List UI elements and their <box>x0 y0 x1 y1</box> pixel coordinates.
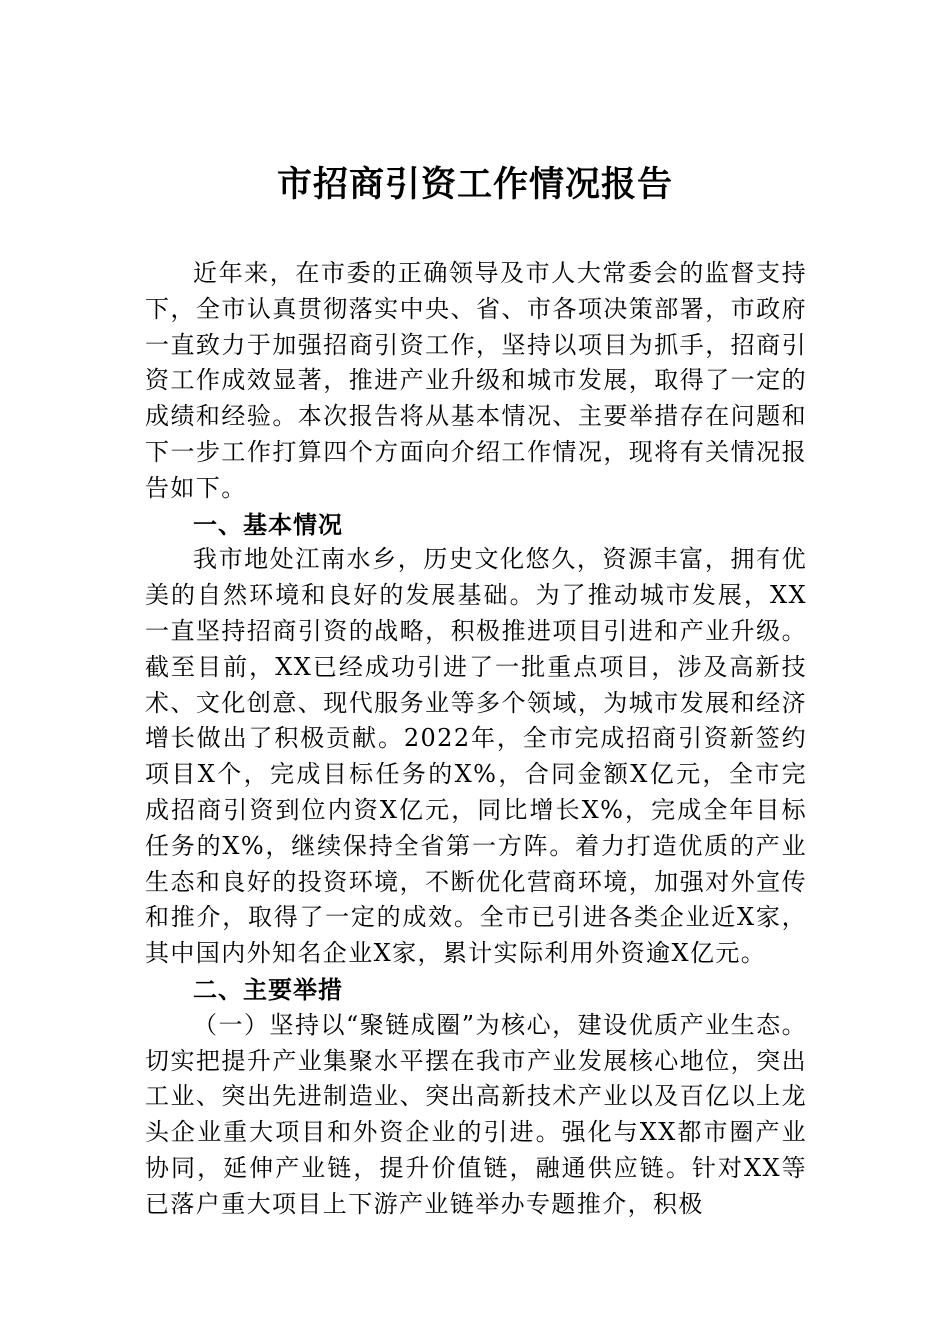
intro-paragraph: 近年来，在市委的正确领导及市人大常委会的监督支持下，全市认真贯彻落实中央、省、市各项决策部署，市政府一直致力于加强招商引资工作，坚持以项目为抓手，招商引资工作成效显著，推进产业升级和城市发展，取得了一定的成绩和经验。本次报告将从基本情况、主要举措存在问题和下一步工作打算四个方面向介绍工作情况，现将有关情况报告如下。 <box>145 259 807 502</box>
basic-situation-paragraph: 我市地处江南水乡，历史文化悠久，资源丰富，拥有优美的自然环境和良好的发展基础。为了推动城市发展，XX一直坚持招商引资的战略，积极推进项目引进和产业升级。截至目前，XX已经成功引进了一批重点项目，涉及高新技术、文化创意、现代服务业等多个领域，为城市发展和经济增长做出了积极贡献。2022年，全市完成招商引资新签约项目X个，完成目标任务的X%，合同金额X亿元，全市完成招商引资到位内资X亿元，同比增长X%，完成全年目标任务的X%，继续保持全省第一方阵。着力打造优质的产业生态和良好的投资环境，不断优化营商环境，加强对外宣传和推介，取得了一定的成效。全市已引进各类企业近X家，其中国内外知名企业X家，累计实际利用外资逾X亿元。 <box>145 545 807 968</box>
main-measures-item-1-paragraph: （一）坚持以“聚链成圈”为核心，建设优质产业生态。切实把提升产业集聚水平摆在我市产业发展核心地位，突出工业、突出先进制造业、突出高新技术产业以及百亿以上龙头企业重大项目和外资企业的引进。强化与XX都市圈产业协同，延伸产业链，提升价值链，融通供应链。针对XX等已落户重大项目上下游产业链举办专题推介，积极 <box>145 1010 807 1218</box>
document-title: 市招商引资工作情况报告 <box>276 164 673 205</box>
section-heading-basic-situation: 一、基本情况 <box>193 509 343 539</box>
document-body <box>145 256 807 1223</box>
section-heading-main-measures: 二、主要举措 <box>193 974 343 1004</box>
